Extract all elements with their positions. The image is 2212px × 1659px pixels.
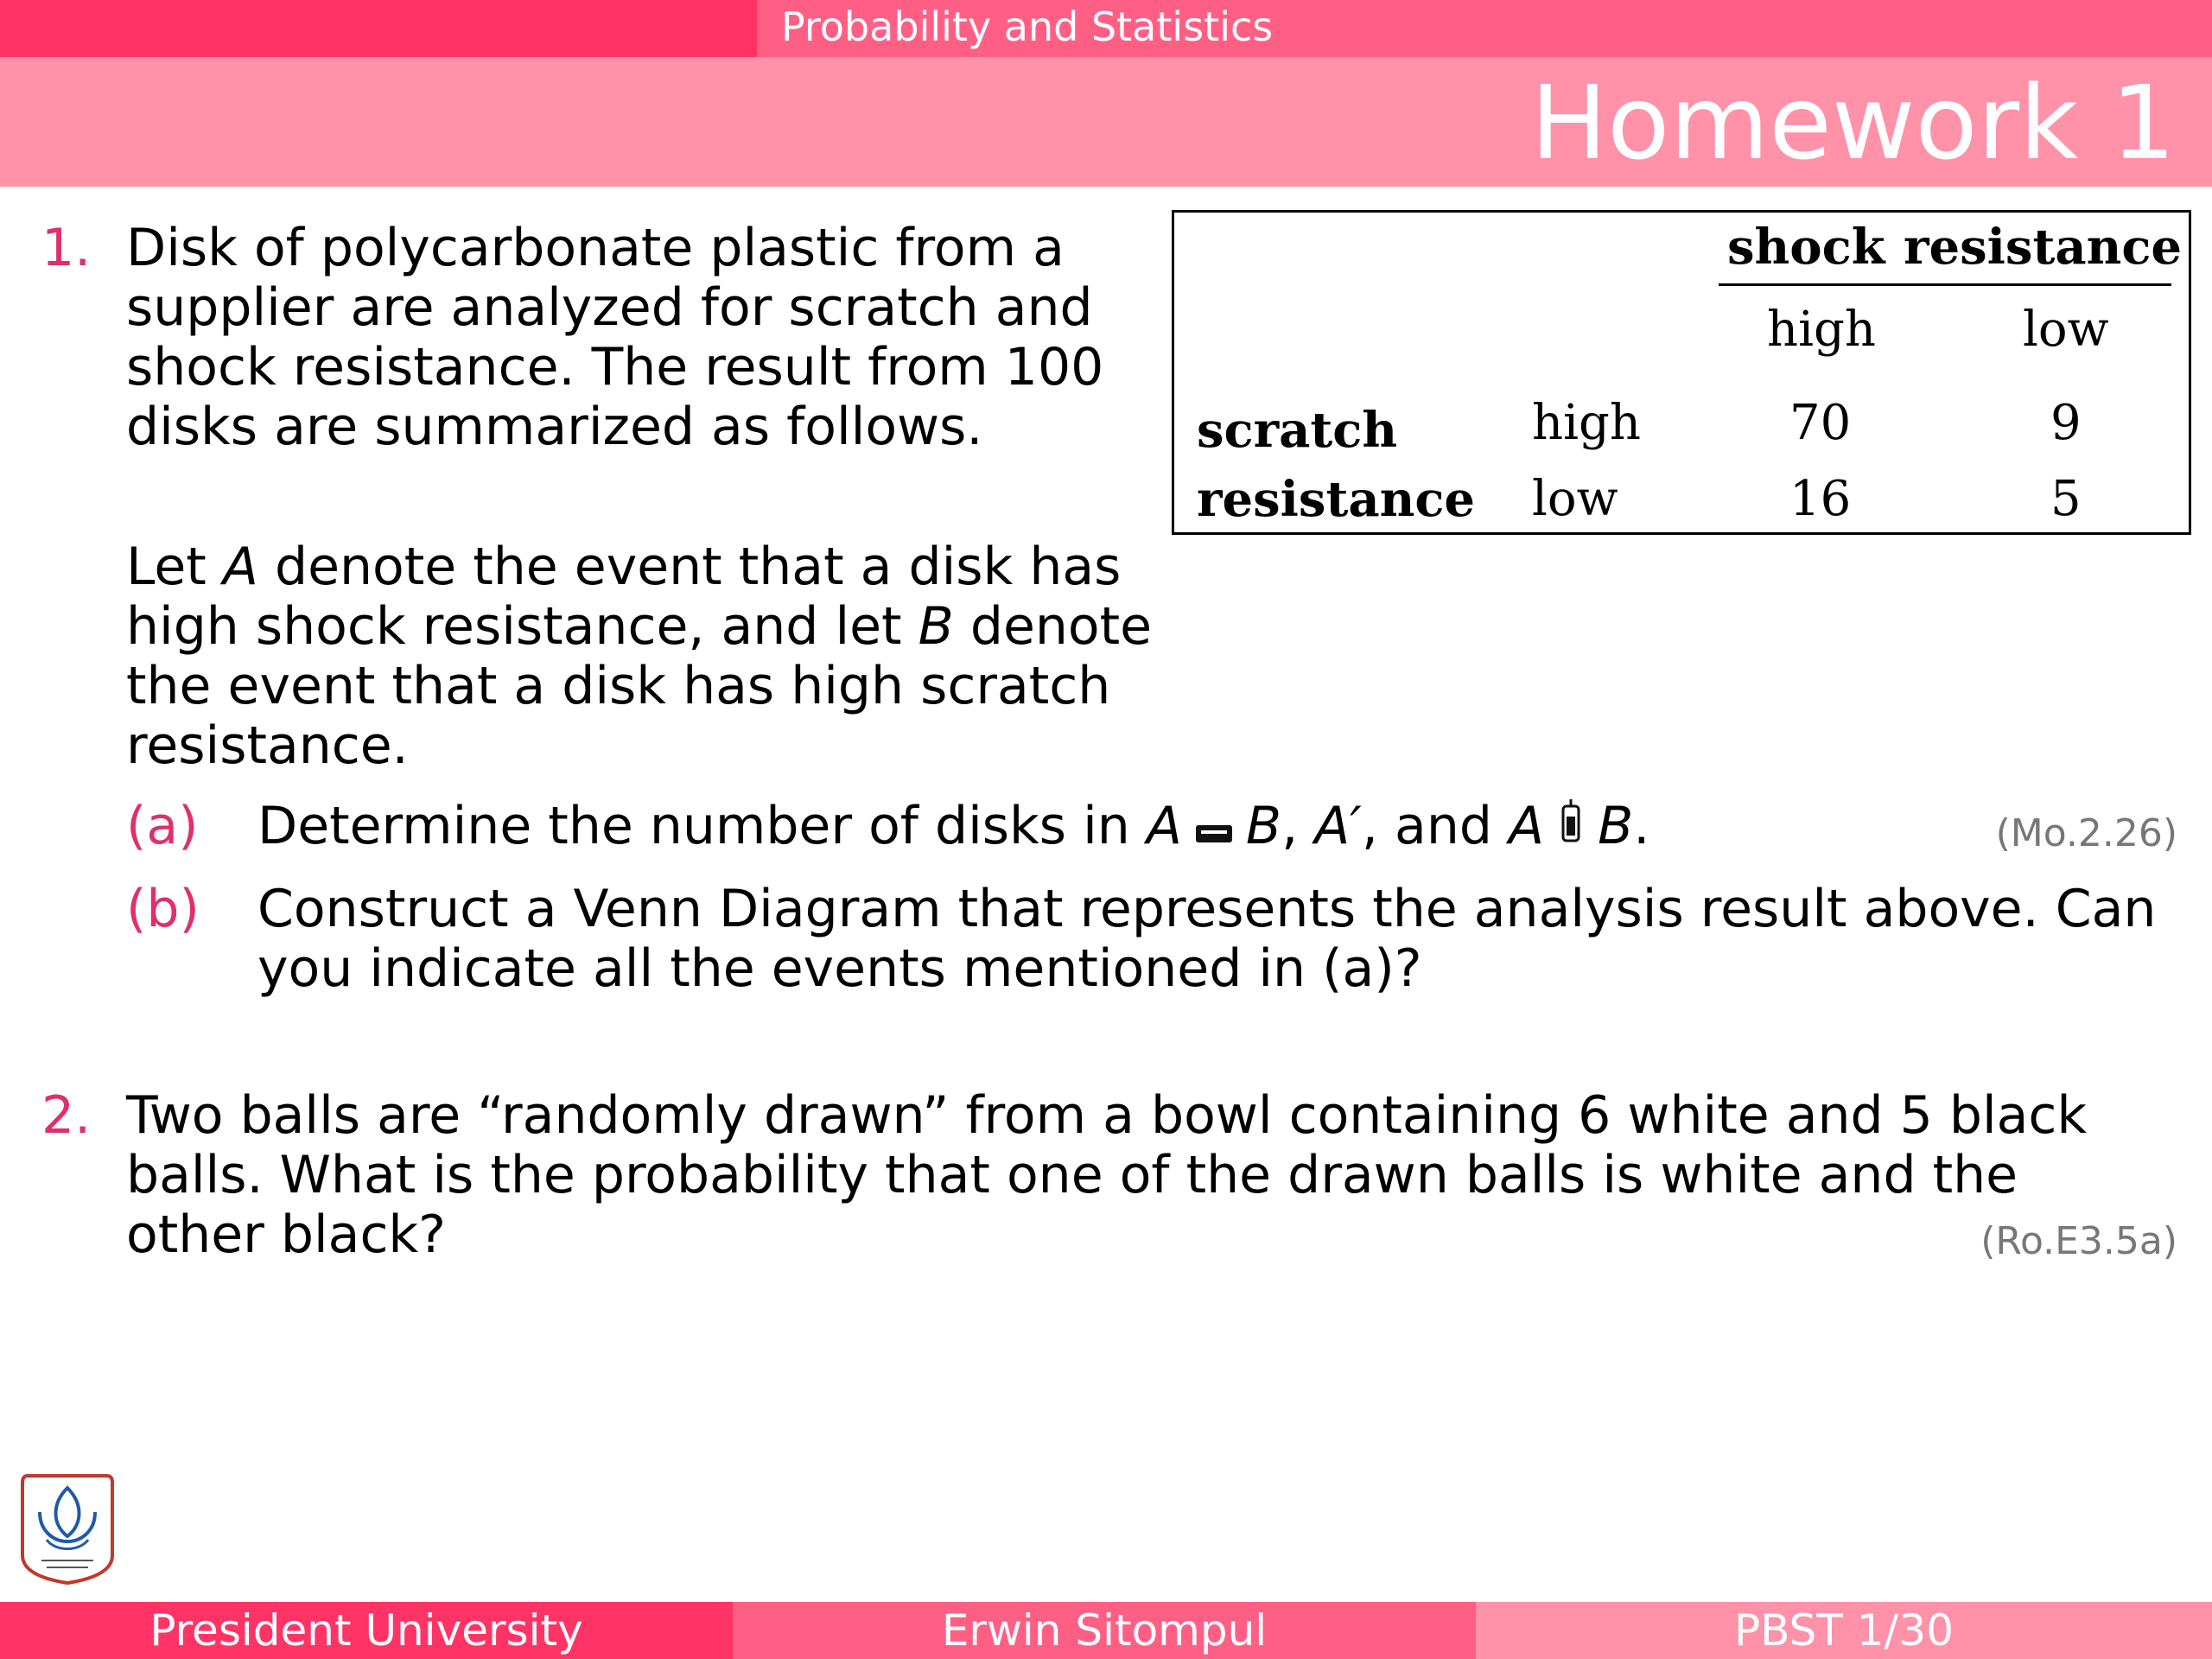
- problem-1-number: 1.: [41, 218, 92, 278]
- row-high: high: [1532, 395, 1641, 451]
- title-bar: [0, 57, 2212, 187]
- intersection-symbol-glyph: [1194, 799, 1234, 859]
- problem-1-event-definition: Let A denote the event that a disk has high shock resistance, and let B denote the event that a disk has high scratch resistance.: [126, 537, 1153, 776]
- results-table: [1172, 210, 2191, 535]
- problem-1-intro: Disk of polycarbonate plastic from a supplier are analyzed for scratch and shock resistance. The result from 100 disks are summarized as follows.: [126, 218, 1104, 457]
- header-shock: shock: [1727, 219, 1885, 276]
- cell-high-high: 70: [1789, 395, 1852, 451]
- university-logo: [17, 1469, 118, 1586]
- header-rule: [1719, 283, 2171, 286]
- event-a: A: [222, 537, 258, 597]
- union-symbol-glyph: [1556, 798, 1586, 861]
- part-a-text: Determine the number of disks in A B, A′, and A B.: [257, 797, 1649, 861]
- course-name: Probability and Statistics: [757, 0, 2212, 57]
- part-a-label: (a): [126, 796, 199, 856]
- event-b: B: [918, 596, 954, 657]
- cell-low-low: 5: [2050, 471, 2082, 527]
- col-low: low: [2023, 302, 2109, 358]
- cell-high-low: 9: [2050, 395, 2082, 451]
- part-a-reference: (Mo.2.26): [1995, 811, 2177, 855]
- top-bar: [0, 0, 2212, 57]
- problem-2-text: Two balls are “randomly drawn” from a bowl containing 6 white and 5 black balls. What is the probability that one of the drawn balls is white and the other black?: [126, 1085, 2088, 1265]
- cell-low-high: 16: [1789, 471, 1852, 527]
- row-label-resistance: resistance: [1197, 471, 1476, 528]
- footer-page: PBST 1/30: [1476, 1602, 2212, 1659]
- row-label-scratch: scratch: [1197, 402, 1398, 459]
- footer: [0, 1602, 2212, 1659]
- row-low: low: [1532, 471, 1618, 527]
- footer-author: Erwin Sitompul: [733, 1602, 1476, 1659]
- header-resistance: resistance: [1904, 219, 2183, 276]
- problem-2-number: 2.: [41, 1085, 92, 1146]
- part-b-text: Construct a Venn Diagram that represents the analysis result above. Can you indicate all the events mentioned in (a)?: [257, 879, 2157, 999]
- top-bar-accent: [0, 0, 757, 57]
- col-high: high: [1767, 302, 1876, 358]
- footer-institution: President University: [0, 1602, 733, 1659]
- problem-2-reference: (Ro.E3.5a): [1980, 1219, 2177, 1263]
- part-b-label: (b): [126, 879, 200, 939]
- slide-title: Homework 1: [1530, 63, 2176, 182]
